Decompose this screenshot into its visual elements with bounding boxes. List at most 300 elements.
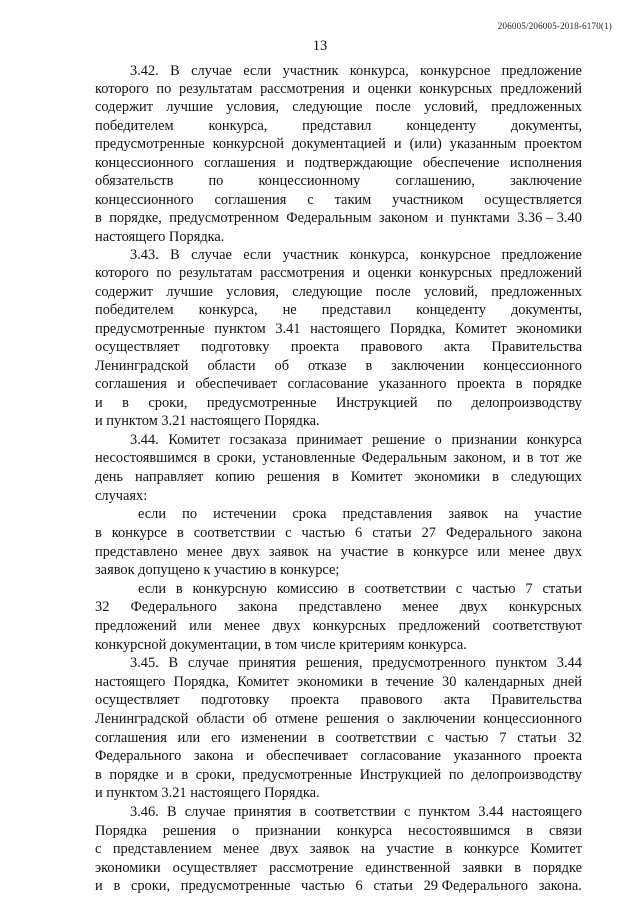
word: 3.41 [275,321,301,337]
word: 3.36 – 3.40 [517,210,582,226]
word: предложений [500,265,582,281]
text-line [95,784,582,802]
word: признании [255,823,321,839]
word: документы, [510,302,582,318]
word: 3.44. [130,432,159,448]
word: признании [451,432,517,448]
word: двух [553,544,582,560]
word: частью [301,878,345,894]
word: если [138,581,167,597]
word: и [512,450,521,466]
text-line [95,617,582,635]
word: порядке [532,376,582,392]
word: Инструкцией [335,395,418,411]
word: заключении [402,711,476,727]
word: содержит [95,284,154,300]
word: концессионного [483,358,582,374]
word: по [156,81,172,97]
word: соответствии [314,804,396,820]
word: о [232,823,240,839]
word: об [274,358,290,374]
word: и [166,767,174,783]
word: таким [334,192,372,208]
text-line [138,505,582,523]
text-line [130,431,582,449]
word: обеспечивает [195,376,278,392]
word: следующие [292,284,363,300]
word: с [95,841,102,857]
word: и [435,210,444,226]
word: если [138,506,167,522]
word: госзаказа [229,432,287,448]
word: в [371,674,378,690]
text-line [95,172,582,190]
word: концессионного [95,155,194,171]
word: следующих [510,469,582,485]
word: направляет [134,469,204,485]
word: по [182,506,198,522]
word: осуществляет [95,339,180,355]
word: соответствуют [492,618,582,634]
word: указанного [378,376,447,392]
word: Инструкцией [359,767,442,783]
word: календарных [464,674,545,690]
text-line [95,673,582,691]
word: 32 [567,730,582,746]
word: решения, [305,655,363,671]
text-line [95,822,582,840]
word: сроки, [195,767,235,783]
text-line [95,375,582,393]
word: победителем [95,302,174,318]
word: заявок [309,841,350,857]
word: лучшие [166,284,214,300]
word: заявок [268,544,309,560]
word: менее [186,544,223,560]
word: концессионному [258,173,361,189]
word: по [208,173,224,189]
word: в [347,581,355,597]
word: и [352,265,361,281]
word: конкурсных [508,599,582,615]
word: согласование [287,376,369,392]
word: условия, [226,284,279,300]
word: 3.42. [130,63,159,79]
word: 3.46. [130,804,159,820]
document-id: 206005/206005-2018-6170(1) [497,21,612,31]
word: связи [548,823,582,839]
word: двух [231,544,260,560]
text-line [95,598,582,616]
word: делопроизводству [471,395,582,411]
word: его [211,730,231,746]
word: несостоявшимся [408,823,511,839]
word: в [95,210,102,226]
word: предусмотренные [242,767,353,783]
word: решение [372,432,425,448]
word: соглашения [95,376,167,392]
word: двух [459,599,488,615]
word: предусмотренные [180,878,291,894]
word: области [196,711,245,727]
word: подтверждающие [304,155,413,171]
word: в [175,581,183,597]
word: исполнения [509,155,582,171]
text-line [95,80,582,98]
word: соответствии [335,730,417,746]
text-line [95,487,582,505]
word: законом, [453,450,507,466]
word: принятия [238,655,296,671]
word: рассмотрения [260,265,345,281]
word: области [207,358,256,374]
word: в [445,841,453,857]
word: конкурсных [312,618,387,634]
word: Правительства [491,692,582,708]
word: порядке [109,767,159,783]
word: заявки [462,860,503,876]
text-line [95,747,582,765]
word: решения [325,711,379,727]
word: Комитет [237,674,289,690]
word: документы, [510,118,582,134]
word: экономики [516,321,582,337]
word: осуществляет [95,692,180,708]
word: истечении [213,506,277,522]
word: рассмотрение [269,860,354,876]
word: экономики [95,860,161,876]
word: в [515,376,523,392]
word: в [397,544,404,560]
word: концессионного [483,711,582,727]
word: порядке [532,860,582,876]
word: настоящего [310,321,381,337]
word: акта [443,339,470,355]
word: в [122,395,129,411]
word: заявок допущено к участию в конкурсе; [95,562,340,578]
word: 3.44 [478,804,504,820]
word: дней [552,674,582,690]
word: по [437,395,452,411]
word: представлением [112,841,212,857]
word: участник [282,63,339,79]
word: заключение [510,173,582,189]
word: соглашения [95,730,167,746]
word: с [285,525,292,541]
word: делопроизводству [471,767,582,783]
word: соглашения [214,192,287,208]
word: пунктом [495,655,547,671]
word: случае [191,247,232,263]
word: условий, [424,284,478,300]
word: сроки, [216,450,256,466]
word: настоящего [511,804,582,820]
word: В [168,655,179,671]
text-line [95,117,582,135]
word: заявок [448,506,488,522]
word: конкурсных [419,81,493,97]
text-line [130,246,582,264]
word: порядке, [109,210,162,226]
word: в [177,525,184,541]
word: Федерального [95,748,182,764]
word: Комитет [168,432,220,448]
word: Ленинградской [95,711,189,727]
word: результатам [179,265,253,281]
word: участником [392,192,464,208]
word: экономики [297,674,363,690]
word: менее [402,599,439,615]
text-line [95,264,582,282]
word: концеденту [416,302,486,318]
word: статьи [542,581,582,597]
word: установленные [262,450,356,466]
word: в [514,860,522,876]
word: или [189,618,212,634]
word: и [352,81,361,97]
word: представлено [95,544,178,560]
word: подготовку [200,692,270,708]
word: случае [191,63,232,79]
word: представил [321,302,392,318]
word: обеспечение [422,155,500,171]
word: на [360,841,375,857]
text-line [130,803,582,821]
word: отмене [275,711,318,727]
word: проекта [290,339,340,355]
text-line [95,468,582,486]
word: с [307,192,314,208]
word: обязательств [95,173,174,189]
word: победителем [95,118,174,134]
word: Комитет [455,321,507,337]
word: двух [272,618,301,634]
word: если [243,247,272,263]
word: 32 [95,599,110,615]
word: концеденту [406,118,477,134]
word: концессионного [95,192,194,208]
text-line [95,561,582,579]
word: изменении [241,730,307,746]
word: условия, [226,99,279,115]
word: представлено [298,599,382,615]
word: и [95,878,103,894]
word: в [526,450,534,466]
word: же [565,450,582,466]
word: Комитет [530,841,582,857]
word: Федерального [130,599,217,615]
word: конкурсной [212,136,284,152]
word: настоящего [95,674,166,690]
word: (или) [409,136,442,152]
text-line [95,710,582,728]
word: на [504,506,519,522]
word: в [317,730,325,746]
word: предложенных [491,284,582,300]
word: Порядка [95,823,147,839]
word: соответствии [364,581,446,597]
word: результатам [179,81,253,97]
word: Ленинградской [95,358,189,374]
text-line [95,283,582,301]
text-line [95,877,582,895]
word: осуществляет [172,860,258,876]
word: в [95,767,102,783]
word: в [181,767,189,783]
word: сроки, [130,878,171,894]
word: на [317,544,332,560]
word: следующие [292,99,363,115]
word: соглашения [204,155,276,171]
word: В [170,63,180,79]
word: В [170,247,180,263]
word: с [427,730,434,746]
word: копию [215,469,255,485]
word: в [365,358,373,374]
text-line [95,301,582,319]
word: частью [471,581,516,597]
word: в [331,469,339,485]
text-line [95,338,582,356]
word: Федеральным [361,450,447,466]
word: двух [270,841,299,857]
word: несостоявшимся [95,450,198,466]
word: по [448,767,464,783]
text-line [138,580,582,598]
word: Комитет [350,469,403,485]
word: Федеральным [286,210,372,226]
word: представил [302,118,372,134]
word: конкурса [526,432,582,448]
word: Федерального [445,525,533,541]
word: конкурсе [413,544,469,560]
word: конкурса, [349,63,409,79]
word: Правительства [491,339,582,355]
word: пунктом [214,321,266,337]
word: предусмотренного [372,655,486,671]
word: пунктом [418,804,471,820]
text-line [95,729,582,747]
word: рассмотрения [260,81,345,97]
text-line [95,394,582,412]
word: В [166,804,177,820]
word: или [177,730,201,746]
word: принятия [233,804,292,820]
text-line [130,654,582,672]
text-line [95,320,582,338]
word: конкурсных [419,265,493,281]
word: указанным [449,136,517,152]
word: и пунктом 3.21 настоящего Порядка. [95,413,320,429]
text-line [95,412,582,430]
text-line [130,62,582,80]
word: или [477,544,500,560]
word: предложений [95,618,177,634]
word: частью [301,525,346,541]
word: конкурсной документации, в том числе критериям конкурса. [95,637,467,653]
text-line [95,840,582,858]
word: участие [534,506,582,522]
word: с [455,581,463,597]
word: конкурса, [208,118,268,134]
word: 6 [355,525,363,541]
word: и [393,136,402,152]
word: после [375,99,411,115]
word: с [403,804,411,820]
word: 30 [442,674,457,690]
word: предложение [501,63,582,79]
word: условий, [424,99,478,115]
word: единственной [365,860,451,876]
word: статьи [517,730,557,746]
word: в [299,804,307,820]
word: в [95,525,102,541]
word: экономики [414,469,481,485]
word: Порядка, [389,321,446,337]
text-line [95,543,582,561]
text-line [95,859,582,877]
word: и [95,395,103,411]
word: о [386,711,395,727]
text-line [95,766,582,784]
word: о [434,432,442,448]
word: закона [193,748,234,764]
word: 7 [525,581,533,597]
text-line [95,228,582,246]
word: и [245,748,254,764]
word: соответствии [193,525,276,541]
word: конкурсе [111,525,168,541]
word: конкурсную [192,581,267,597]
word: проекта [456,376,506,392]
word: в [526,823,533,839]
word: 27 [421,525,436,541]
word: конкурса [336,823,393,839]
word: 6 [355,878,363,894]
text-line [95,191,582,209]
word: по [156,265,172,281]
word: комиссию [276,581,338,597]
word: конкурса, [349,247,409,263]
word: 3.45. [130,655,159,671]
word: срока [292,506,327,522]
word: законом [378,210,429,226]
word: представления [342,506,433,522]
word: согласование [360,748,442,764]
word: отказе [307,358,347,374]
word: документацией [291,136,386,152]
word: решения [266,469,320,485]
word: 29 Федерального [423,878,528,894]
word: случае [187,655,229,671]
word: предложенных [491,99,582,115]
word: случаях: [95,488,148,504]
text-line [95,691,582,709]
text-line [95,524,582,542]
word: об [252,711,268,727]
text-line [95,154,582,172]
text-line [95,98,582,116]
word: закона. [538,878,582,894]
word: и пунктом 3.21 настоящего Порядка. [95,785,320,801]
word: предусмотренные [206,395,317,411]
word: менее [223,841,259,857]
word: решения [162,823,216,839]
word: оценки [367,265,412,281]
word: в [203,450,211,466]
page-number: 13 [312,38,328,54]
word: конкурсное [420,247,491,263]
